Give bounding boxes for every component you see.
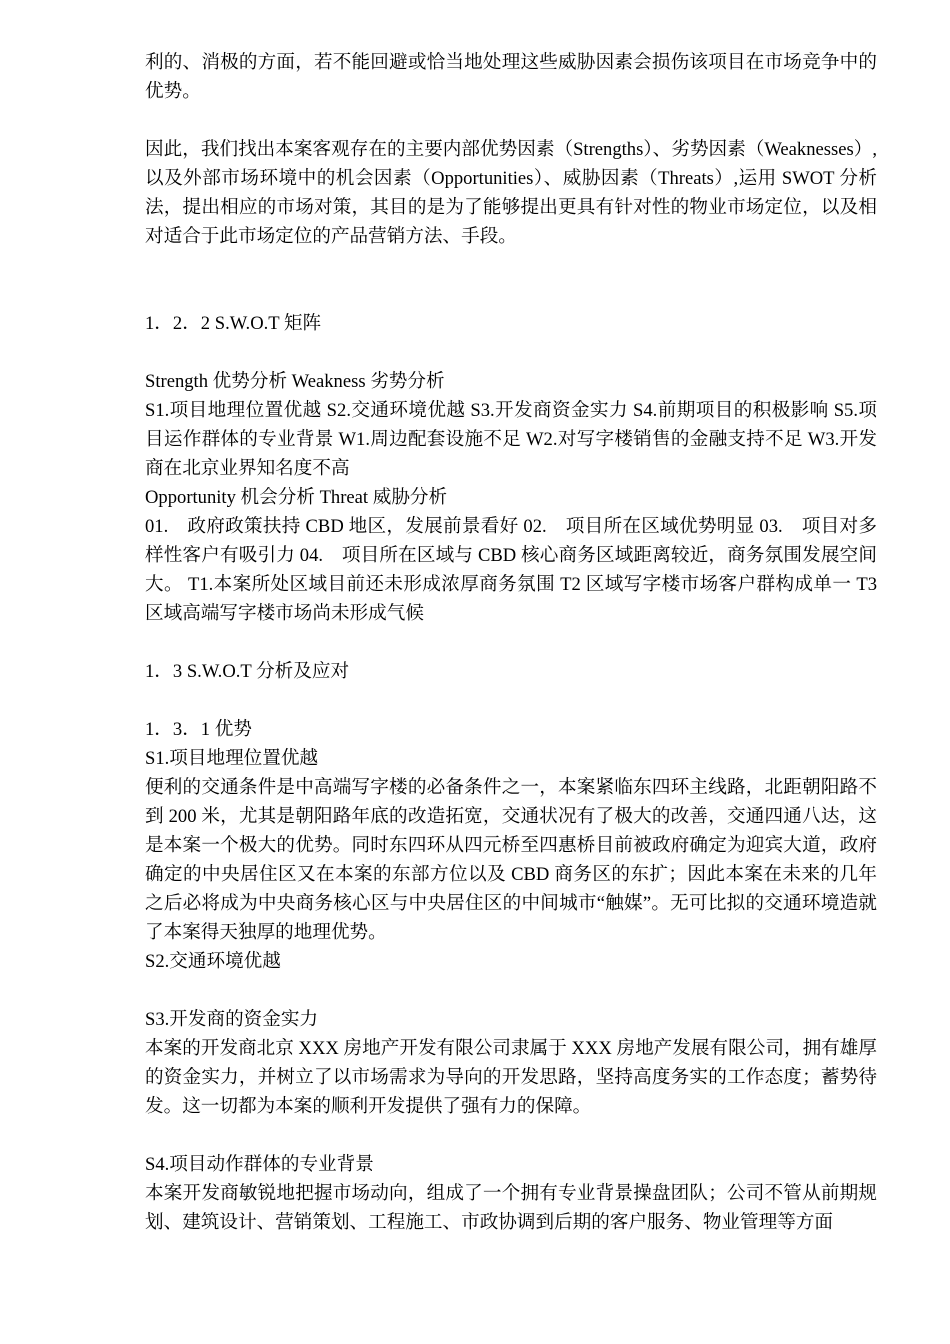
- section-heading-swot-analysis: 1．3 S.W.O.T 分析及应对: [145, 661, 350, 682]
- strength-weakness-header: Strength 优势分析 Weakness 劣势分析: [145, 371, 445, 392]
- opportunity-threat-items: 01. 政府政策扶持 CBD 地区，发展前景看好 02. 项目所在区域优势明显 03. 项目对多样性客户有吸引力 04. 项目所在区域与 CBD 核心商务区域距离较近，商务氛围发展空间大。 T1.本案所处区域目前还未形成浓厚商务氛围 T2 区域写字楼市场客户群构成单一 T3 区域高端写字楼市场尚未形成气候: [145, 516, 877, 624]
- spacer: [145, 976, 877, 1005]
- opportunity-threat-header: Opportunity 机会分析 Threat 威胁分析: [145, 487, 448, 508]
- intro-paragraph: 利的、消极的方面，若不能回避或恰当地处理这些威胁因素会损伤该项目在市场竞争中的优势。: [145, 52, 877, 102]
- s4-title: S4.项目动作群体的专业背景: [145, 1154, 374, 1175]
- s4-body: 本案开发商敏锐地把握市场动向，组成了一个拥有专业背景操盘团队；公司不管从前期规划、建筑设计、营销策划、工程施工、市政协调到后期的客户服务、物业管理等方面: [145, 1183, 877, 1233]
- spacer: [145, 1121, 877, 1150]
- spacer: [145, 686, 877, 715]
- section-heading-swot-matrix: 1．2．2 S.W.O.T 矩阵: [145, 313, 322, 334]
- strength-weakness-items: S1.项目地理位置优越 S2.交通环境优越 S3.开发商资金实力 S4.前期项目的积极影响 S5.项目运作群体的专业背景 W1.周边配套设施不足 W2.对写字楼销售的金融支持不足 W3.开发商在北京业界知名度不高: [145, 400, 877, 479]
- spacer: [145, 106, 877, 135]
- s2-title: S2.交通环境优越: [145, 951, 281, 972]
- document-body: [145, 48, 877, 1237]
- section-heading-strengths: 1．3．1 优势: [145, 719, 252, 740]
- method-paragraph: 因此，我们找出本案客观存在的主要内部优势因素（Strengths）、劣势因素（Weaknesses）,以及外部市场环境中的机会因素（Opportunities）、威胁因素（Threats）,运用 SWOT 分析法，提出相应的市场对策，其目的是为了能够提出更具有针对性的物业市场定位，以及相对适合于此市场定位的产品营销方法、手段。: [145, 139, 877, 247]
- s3-body: 本案的开发商北京 XXX 房地产开发有限公司隶属于 XXX 房地产发展有限公司，拥有雄厚的资金实力，并树立了以市场需求为导向的开发思路，坚持高度务实的工作态度；蓄势待发。这一切都为本案的顺利开发提供了强有力的保障。: [145, 1038, 877, 1117]
- s1-body: 便利的交通条件是中高端写字楼的必备条件之一，本案紧临东四环主线路，北距朝阳路不到 200 米，尤其是朝阳路年底的改造拓宽，交通状况有了极大的改善，交通四通八达，这是本案一个极大的优势。同时东四环从四元桥至四惠桥目前被政府确定为迎宾大道，政府确定的中央居住区又在本案的东部方位以及 CBD 商务区的东扩；因此本案在未来的几年之后必将成为中央商务核心区与中央居住区的中间城市“触媒”。无可比拟的交通环境造就了本案得天独厚的地理优势。: [145, 777, 877, 943]
- s1-title: S1.项目地理位置优越: [145, 748, 319, 769]
- spacer: [145, 251, 877, 309]
- spacer: [145, 338, 877, 367]
- spacer: [145, 628, 877, 657]
- s3-title: S3.开发商的资金实力: [145, 1009, 319, 1030]
